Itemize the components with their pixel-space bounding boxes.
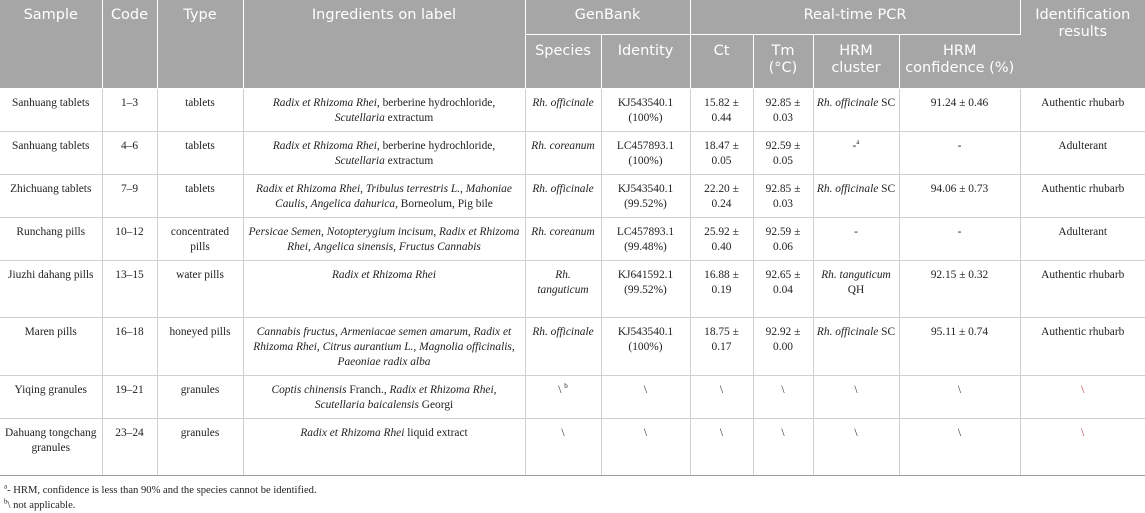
cell-ingredients bbox=[243, 218, 525, 261]
text-segment: , bbox=[304, 198, 311, 210]
cell-identification: Authentic rhubarb bbox=[1020, 89, 1145, 132]
cell-ingredients bbox=[243, 318, 525, 376]
footnote-a-mark: a bbox=[4, 482, 8, 491]
cell-sample: Jiuzhi dahang pills bbox=[0, 261, 102, 318]
cell-species bbox=[525, 261, 601, 318]
text-segment: \ bbox=[854, 427, 858, 439]
header-species: Species bbox=[525, 35, 601, 89]
text-segment: Rh. coreanum bbox=[531, 226, 595, 238]
table-row bbox=[0, 419, 1145, 476]
cell-identity: KJ641592.1 (99.52%) bbox=[601, 261, 690, 318]
cell-identification: Adulterant bbox=[1020, 218, 1145, 261]
text-segment: extractum bbox=[384, 155, 434, 167]
text-segment: , Borneolum, Pig bile bbox=[395, 198, 493, 210]
text-segment: Radix et Rhizoma Rhei bbox=[331, 269, 437, 281]
cell-code: 16–18 bbox=[102, 318, 157, 376]
cell-ct: 15.82 ± 0.44 bbox=[690, 89, 753, 132]
text-segment: SC bbox=[878, 183, 896, 195]
text-segment: Rh. officinale bbox=[532, 97, 594, 109]
header-type: Type bbox=[157, 0, 243, 89]
text-segment: Rh. officinale bbox=[816, 183, 879, 195]
text-segment: Cannabis fructus bbox=[256, 326, 335, 338]
table-row bbox=[0, 318, 1145, 376]
footnote-b-mark: b bbox=[4, 497, 8, 506]
text-segment: \ bbox=[854, 384, 858, 396]
cell-hrm-confidence: - bbox=[899, 218, 1020, 261]
text-segment: Rh. tanguticum bbox=[537, 269, 589, 296]
text-segment: - bbox=[852, 140, 857, 152]
footnotes bbox=[0, 483, 1145, 513]
text-segment: Fructus Cannabis bbox=[398, 241, 481, 253]
text-segment: Persicae Semen bbox=[248, 226, 322, 238]
text-segment: , bbox=[413, 341, 420, 353]
table-row bbox=[0, 376, 1145, 419]
cell-type: concentrated pills bbox=[157, 218, 243, 261]
text-segment: , bbox=[467, 326, 474, 338]
cell-hrm-cluster bbox=[813, 218, 899, 261]
cell-sample: Dahuang tongchang granules bbox=[0, 419, 102, 476]
text-segment: liquid extract bbox=[404, 427, 468, 439]
text-segment: , bbox=[321, 226, 327, 238]
cell-type: tablets bbox=[157, 132, 243, 175]
text-segment: Radix et Rhizoma Rhei bbox=[272, 140, 377, 152]
text-segment: extractum bbox=[384, 112, 434, 124]
cell-species bbox=[525, 89, 601, 132]
cell-sample: Yiqing granules bbox=[0, 376, 102, 419]
cell-identity: \ bbox=[601, 376, 690, 419]
cell-species bbox=[525, 218, 601, 261]
cell-ct: 18.47 ± 0.05 bbox=[690, 132, 753, 175]
text-segment: Rh. coreanum bbox=[531, 140, 595, 152]
cell-code: 23–24 bbox=[102, 419, 157, 476]
table-row bbox=[0, 132, 1145, 175]
text-segment: , berberine hydrochloride, bbox=[376, 97, 496, 109]
text-segment: , bbox=[334, 326, 341, 338]
cell-ingredients bbox=[243, 132, 525, 175]
text-segment: Radix et Rhizoma Rhei bbox=[389, 384, 494, 396]
text-segment: Notopterygium incisum bbox=[326, 226, 434, 238]
cell-ingredients bbox=[243, 376, 525, 419]
cell-type: honeyed pills bbox=[157, 318, 243, 376]
text-segment: SC bbox=[878, 97, 896, 109]
cell-identity: KJ543540.1 (100%) bbox=[601, 318, 690, 376]
cell-code: 13–15 bbox=[102, 261, 157, 318]
header-ct: Ct bbox=[690, 35, 753, 89]
header-identification: Identification results bbox=[1020, 0, 1145, 89]
cell-sample: Maren pills bbox=[0, 318, 102, 376]
cell-code: 19–21 bbox=[102, 376, 157, 419]
footnote-b bbox=[4, 498, 1145, 513]
cell-hrm-confidence: - bbox=[899, 132, 1020, 175]
text-segment: Coptis chinensis bbox=[271, 384, 347, 396]
text-segment: Rh. tanguticum bbox=[821, 269, 891, 281]
cell-ingredients bbox=[243, 419, 525, 476]
cell-ct: 22.20 ± 0.24 bbox=[690, 175, 753, 218]
table-body bbox=[0, 89, 1145, 476]
text-segment: QH bbox=[847, 284, 865, 296]
cell-tm: \ bbox=[753, 419, 813, 476]
cell-hrm-confidence: 92.15 ± 0.32 bbox=[899, 261, 1020, 318]
cell-hrm-confidence: 95.11 ± 0.74 bbox=[899, 318, 1020, 376]
cell-sample: Sanhuang tablets bbox=[0, 89, 102, 132]
footnote-a bbox=[4, 483, 1145, 498]
cell-species bbox=[525, 132, 601, 175]
cell-ct: 16.88 ± 0.19 bbox=[690, 261, 753, 318]
text-segment: b bbox=[564, 382, 568, 391]
text-segment: Magnolia officinalis bbox=[419, 341, 512, 353]
text-segment: - bbox=[854, 226, 858, 238]
text-segment: , bbox=[493, 384, 497, 396]
cell-tm: 92.92 ± 0.00 bbox=[753, 318, 813, 376]
header-genbank: GenBank bbox=[525, 0, 690, 35]
cell-code: 1–3 bbox=[102, 89, 157, 132]
cell-identification: Authentic rhubarb bbox=[1020, 318, 1145, 376]
footnote-b-text: \ not applicable. bbox=[7, 500, 76, 511]
cell-hrm-confidence: 91.24 ± 0.46 bbox=[899, 89, 1020, 132]
text-segment: Tribulus terrestris L. bbox=[365, 183, 461, 195]
cell-code: 4–6 bbox=[102, 132, 157, 175]
text-segment: \ bbox=[561, 427, 565, 439]
text-segment: , bbox=[316, 341, 323, 353]
text-segment: a bbox=[856, 138, 860, 147]
text-segment: , bbox=[393, 241, 399, 253]
cell-hrm-cluster bbox=[813, 175, 899, 218]
cell-species bbox=[525, 419, 601, 476]
cell-hrm-cluster bbox=[813, 419, 899, 476]
table-header bbox=[0, 0, 1145, 89]
text-segment: , bbox=[433, 226, 440, 238]
cell-hrm-confidence: 94.06 ± 0.73 bbox=[899, 175, 1020, 218]
cell-ct: 25.92 ± 0.40 bbox=[690, 218, 753, 261]
text-segment: Radix et Rhizoma Rhei bbox=[253, 326, 512, 353]
cell-hrm-cluster bbox=[813, 318, 899, 376]
footnote-a-text: - HRM, confidence is less than 90% and the species cannot be identified. bbox=[7, 485, 317, 496]
cell-ct: \ bbox=[690, 419, 753, 476]
cell-hrm-cluster bbox=[813, 89, 899, 132]
header-ingredients: Ingredients on label bbox=[243, 0, 525, 89]
cell-hrm-cluster bbox=[813, 132, 899, 175]
text-segment: , bbox=[511, 341, 515, 353]
cell-sample: Runchang pills bbox=[0, 218, 102, 261]
cell-tm: 92.65 ± 0.04 bbox=[753, 261, 813, 318]
cell-identification: Authentic rhubarb bbox=[1020, 175, 1145, 218]
text-segment: Georgi bbox=[418, 399, 454, 411]
text-segment: , bbox=[360, 183, 366, 195]
text-segment: Mahoniae Caulis bbox=[275, 183, 512, 210]
header-hrm-cluster: HRM cluster bbox=[813, 35, 899, 89]
text-segment: Paeoniae radix alba bbox=[337, 356, 431, 368]
cell-type: water pills bbox=[157, 261, 243, 318]
cell-identity: LC457893.1 (100%) bbox=[601, 132, 690, 175]
cell-code: 7–9 bbox=[102, 175, 157, 218]
cell-ingredients bbox=[243, 261, 525, 318]
table-row bbox=[0, 261, 1145, 318]
header-tm: Tm (°C) bbox=[753, 35, 813, 89]
cell-identification: \ bbox=[1020, 419, 1145, 476]
cell-ct: \ bbox=[690, 376, 753, 419]
text-segment: , berberine hydrochloride, bbox=[376, 140, 496, 152]
header-code: Code bbox=[102, 0, 157, 89]
text-segment: Radix et Rhizoma Rhei bbox=[272, 97, 377, 109]
table-row bbox=[0, 175, 1145, 218]
text-segment: , bbox=[308, 241, 314, 253]
text-segment: Rh. officinale bbox=[532, 326, 594, 338]
text-segment: Rh. officinale bbox=[816, 326, 879, 338]
cell-type: granules bbox=[157, 376, 243, 419]
cell-hrm-confidence: \ bbox=[899, 376, 1020, 419]
text-segment: \ bbox=[558, 384, 565, 396]
cell-tm: 92.85 ± 0.03 bbox=[753, 175, 813, 218]
cell-identity: \ bbox=[601, 419, 690, 476]
cell-tm: 92.59 ± 0.06 bbox=[753, 218, 813, 261]
text-segment: , bbox=[460, 183, 466, 195]
cell-identity: LC457893.1 (99.48%) bbox=[601, 218, 690, 261]
text-segment: Scutellaria bbox=[334, 155, 385, 167]
cell-tm: \ bbox=[753, 376, 813, 419]
cell-species bbox=[525, 175, 601, 218]
cell-hrm-cluster bbox=[813, 261, 899, 318]
text-segment: Angelica dahurica bbox=[310, 198, 396, 210]
cell-sample: Sanhuang tablets bbox=[0, 132, 102, 175]
cell-code: 10–12 bbox=[102, 218, 157, 261]
text-segment: Rh. officinale bbox=[816, 97, 879, 109]
header-sample: Sample bbox=[0, 0, 102, 89]
cell-ct: 18.75 ± 0.17 bbox=[690, 318, 753, 376]
cell-species bbox=[525, 376, 601, 419]
cell-tm: 92.59 ± 0.05 bbox=[753, 132, 813, 175]
header-hrm-confidence: HRM confidence (%) bbox=[899, 35, 1020, 89]
cell-type: tablets bbox=[157, 175, 243, 218]
text-segment: Scutellaria bbox=[334, 112, 385, 124]
cell-identification: \ bbox=[1020, 376, 1145, 419]
table-row bbox=[0, 89, 1145, 132]
cell-ingredients bbox=[243, 175, 525, 218]
text-segment: Armeniacae semen amarum bbox=[340, 326, 468, 338]
cell-hrm-confidence: \ bbox=[899, 419, 1020, 476]
text-segment: Franch., bbox=[346, 384, 390, 396]
text-segment: Radix et Rhizoma Rhei bbox=[256, 183, 361, 195]
cell-species bbox=[525, 318, 601, 376]
text-segment: SC bbox=[878, 326, 896, 338]
cell-identification: Adulterant bbox=[1020, 132, 1145, 175]
text-segment: Angelica sinensis bbox=[313, 241, 394, 253]
cell-ingredients bbox=[243, 89, 525, 132]
text-segment: Radix et Rhizoma Rhei bbox=[300, 427, 405, 439]
header-realtime-pcr: Real-time PCR bbox=[690, 0, 1020, 35]
cell-sample: Zhichuang tablets bbox=[0, 175, 102, 218]
cell-identification: Authentic rhubarb bbox=[1020, 261, 1145, 318]
text-segment: Citrus aurantium L. bbox=[322, 341, 414, 353]
header-identity: Identity bbox=[601, 35, 690, 89]
cell-hrm-cluster bbox=[813, 376, 899, 419]
cell-tm: 92.85 ± 0.03 bbox=[753, 89, 813, 132]
cell-type: granules bbox=[157, 419, 243, 476]
text-segment: Scutellaria baicalensis bbox=[314, 399, 419, 411]
text-segment: Radix et Rhizoma Rhei bbox=[287, 226, 520, 253]
cell-identity: KJ543540.1 (100%) bbox=[601, 89, 690, 132]
table-row bbox=[0, 218, 1145, 261]
text-segment: Rh. officinale bbox=[532, 183, 594, 195]
cell-identity: KJ543540.1 (99.52%) bbox=[601, 175, 690, 218]
cell-type: tablets bbox=[157, 89, 243, 132]
